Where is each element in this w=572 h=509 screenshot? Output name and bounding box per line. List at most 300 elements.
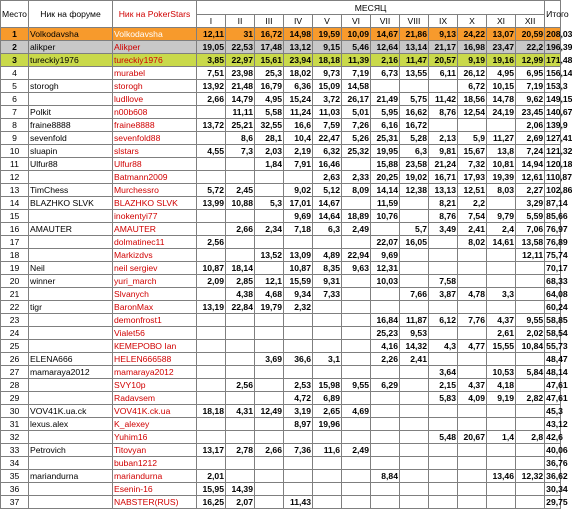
month-value-cell [371,457,400,470]
total-cell: 102,86 [546,185,572,195]
month-value-cell [226,366,255,379]
month-value-cell [429,457,458,470]
table-row [1,28,561,41]
month-value-cell: 4,3 [429,340,458,353]
month-value-cell [487,119,516,132]
month-value-cell: 16,62 [400,106,429,119]
pokerstars-nick-cell: neil sergiev [113,262,197,275]
month-value-cell [226,249,255,262]
month-value-cell: 9,81 [429,145,458,158]
month-value-cell [429,353,458,366]
month-value-cell: 19,16 [487,54,516,67]
forum-nick-cell: alikper [29,41,113,54]
pokerstars-nick-cell: Slvanych [113,288,197,301]
month-value-cell [516,418,545,431]
month-value-cell: 9,31 [313,275,342,288]
forum-nick-cell: Volkodavsha [29,28,113,41]
month-value-cell: 7,3 [226,145,255,158]
month-value-cell: 8,76 [429,210,458,223]
month-value-cell [284,431,313,444]
month-value-cell: 5,7 [400,223,429,236]
total-cell: 196,39 [546,42,572,52]
place-cell: 17 [1,236,29,249]
month-value-cell: 9,19 [458,54,487,67]
month-value-cell: 11,43 [284,496,313,509]
month-value-cell: 12,38 [400,184,429,197]
total-cell: 121,32 [546,146,572,156]
month-value-cell [342,353,371,366]
month-value-cell [342,392,371,405]
month-value-cell: 4,37 [458,379,487,392]
month-value-cell: 2,65 [313,405,342,418]
month-value-cell [429,249,458,262]
table-row [1,236,561,249]
month-value-cell: 7,32 [458,158,487,171]
month-value-cell: 21,49 [371,93,400,106]
month-value-cell: 11,42 [429,93,458,106]
month-value-cell: 10,88 [226,197,255,210]
month-value-cell [313,314,342,327]
month-value-cell [342,470,371,483]
table-row [1,80,561,93]
month-value-cell: 2,66 [197,93,226,106]
month-value-cell [487,405,516,418]
table-row [1,262,561,275]
month-value-cell [400,496,429,509]
month-value-cell: 16,84 [371,314,400,327]
table-row [1,444,561,457]
month-value-cell: 11,6 [313,444,342,457]
forum-nick-cell: Petrovich [29,444,113,457]
forum-nick-cell [29,249,113,262]
place-cell: 32 [1,431,29,444]
place-cell: 37 [1,496,29,509]
table-row [1,54,561,67]
month-value-cell [197,431,226,444]
total-cell: 140,67 [546,107,572,117]
month-value-cell: 2,15 [429,379,458,392]
month-value-cell: 19,05 [197,41,226,54]
month-value-cell: 15,55 [487,340,516,353]
month-value-cell: 10,87 [197,262,226,275]
month-value-cell [371,418,400,431]
month-value-cell [255,496,284,509]
header-month-9: IX [429,15,458,28]
month-value-cell: 8,21 [429,197,458,210]
place-cell: 12 [1,171,29,184]
month-value-cell: 4,89 [313,249,342,262]
pokerstars-nick-cell: Batmann2009 [113,171,197,184]
month-value-cell [226,392,255,405]
month-value-cell: 5,59 [516,210,545,223]
month-value-cell: 4,69 [342,405,371,418]
month-value-cell: 14,94 [516,158,545,171]
month-value-cell: 7,58 [429,275,458,288]
month-value-cell [487,457,516,470]
month-value-cell: 23,47 [487,41,516,54]
forum-nick-cell: tureckiy1976 [29,54,113,67]
place-cell: 25 [1,340,29,353]
month-value-cell: 12,1 [255,275,284,288]
month-value-cell: 15,67 [458,145,487,158]
month-value-cell: 2,53 [284,379,313,392]
total-cell: 60,24 [546,302,568,312]
month-value-cell: 18,18 [313,54,342,67]
month-value-cell [255,457,284,470]
month-value-cell: 14,61 [487,236,516,249]
month-value-cell: 8,35 [313,262,342,275]
month-value-cell: 12,32 [516,470,545,483]
month-value-cell: 16,72 [255,28,284,41]
month-value-cell: 5,12 [313,184,342,197]
month-value-cell [516,288,545,301]
forum-nick-cell [29,288,113,301]
month-value-cell: 11,59 [371,197,400,210]
table-row [1,132,561,145]
month-value-cell [313,457,342,470]
month-value-cell [197,366,226,379]
month-value-cell: 12,11 [516,249,545,262]
month-value-cell: 4,95 [487,67,516,80]
month-value-cell [516,496,545,509]
month-value-cell [255,184,284,197]
month-value-cell: 4,09 [458,392,487,405]
pokerstars-nick-cell: mariandurna [113,470,197,483]
month-value-cell [487,496,516,509]
month-value-cell: 7,19 [516,80,545,93]
place-cell: 33 [1,444,29,457]
month-value-cell: 1,4 [487,431,516,444]
month-value-cell: 13,58 [516,236,545,249]
header-month-8: VIII [400,15,429,28]
month-value-cell [342,314,371,327]
month-value-cell: 28,1 [255,132,284,145]
pokerstars-nick-cell: BaronMax [113,301,197,314]
month-value-cell: 23,98 [226,67,255,80]
month-value-cell [458,327,487,340]
month-value-cell: 15,61 [255,54,284,67]
month-value-cell: 17,48 [255,41,284,54]
month-value-cell [226,171,255,184]
month-value-cell [197,353,226,366]
pokerstars-nick-cell: inokentyi77 [113,210,197,223]
month-value-cell: 4,55 [197,145,226,158]
month-value-cell [284,340,313,353]
month-value-cell [458,301,487,314]
month-value-cell: 4,77 [458,340,487,353]
month-value-cell [516,483,545,496]
month-value-cell: 9,63 [342,262,371,275]
header-month-6: VI [342,15,371,28]
month-value-cell [197,314,226,327]
month-value-cell: 7,06 [516,223,545,236]
month-value-cell: 19,95 [371,145,400,158]
month-value-cell: 2,06 [516,119,545,132]
month-value-cell [197,210,226,223]
month-value-cell [255,483,284,496]
month-value-cell: 10,15 [487,80,516,93]
month-value-cell: 12,99 [516,54,545,67]
month-value-cell [342,483,371,496]
month-value-cell [429,470,458,483]
month-value-cell [400,431,429,444]
month-value-cell: 14,98 [284,28,313,41]
total-cell: 208,03 [546,29,572,39]
month-value-cell: 7,36 [284,444,313,457]
month-value-cell: 6,3 [400,145,429,158]
month-value-cell [197,223,226,236]
month-value-cell: 20,59 [516,28,545,41]
place-cell: 35 [1,470,29,483]
month-value-cell: 19,02 [400,171,429,184]
month-value-cell: 7,26 [342,119,371,132]
table-row [1,197,561,210]
total-cell: 139,9 [546,120,568,130]
header-month-1: I [197,15,226,28]
month-value-cell: 3,64 [429,366,458,379]
month-value-cell [255,236,284,249]
header-nick-pokerstars: Ник на PokerStars [113,1,197,28]
month-value-cell [458,483,487,496]
month-value-cell: 3,1 [313,353,342,366]
month-value-cell: 2,85 [226,275,255,288]
month-value-cell [313,340,342,353]
month-value-cell [400,470,429,483]
month-value-cell: 23,58 [400,158,429,171]
month-value-cell: 9,13 [429,28,458,41]
month-value-cell: 4,16 [371,340,400,353]
month-value-cell: 8,76 [429,106,458,119]
header-month-5: V [313,15,342,28]
table-row [1,431,561,444]
month-value-cell [516,379,545,392]
month-value-cell [400,210,429,223]
total-cell: 75,74 [546,250,568,260]
table-row [1,457,561,470]
month-value-cell [516,444,545,457]
place-cell: 14 [1,197,29,210]
month-value-cell: 8,6 [226,132,255,145]
month-value-cell: 5,95 [371,106,400,119]
month-value-cell [342,496,371,509]
month-value-cell [226,470,255,483]
place-cell: 29 [1,392,29,405]
month-value-cell: 25,21 [226,119,255,132]
total-cell: 68,33 [546,276,568,286]
month-value-cell: 13,07 [487,28,516,41]
header-month-2: II [226,15,255,28]
place-cell: 8 [1,119,29,132]
header-month-3: III [255,15,284,28]
month-value-cell: 2,61 [487,327,516,340]
month-value-cell: 5,83 [429,392,458,405]
total-cell: 120,18 [546,159,572,169]
month-value-cell: 14,67 [371,28,400,41]
month-value-cell: 22,97 [226,54,255,67]
place-cell: 23 [1,314,29,327]
month-value-cell: 5,01 [342,106,371,119]
forum-nick-cell: Polkit [29,106,113,119]
forum-nick-cell: AMAUTER [29,223,113,236]
table-row [1,327,561,340]
month-value-cell: 22,53 [226,41,255,54]
month-value-cell: 26,12 [458,67,487,80]
table-row [1,249,561,262]
month-value-cell [342,457,371,470]
place-cell: 26 [1,353,29,366]
month-value-cell: 4,18 [487,379,516,392]
month-value-cell: 2,27 [516,184,545,197]
month-value-cell: 8,97 [284,418,313,431]
month-value-cell [342,431,371,444]
forum-nick-cell: mariandurna [29,470,113,483]
place-cell: 18 [1,249,29,262]
month-value-cell [371,496,400,509]
total-cell: 47,61 [546,393,568,403]
total-cell: 110,87 [546,172,572,182]
month-value-cell [342,418,371,431]
header-month-7: VII [371,15,400,28]
month-value-cell: 8,02 [458,236,487,249]
month-value-cell: 15,24 [284,93,313,106]
month-value-cell [400,262,429,275]
month-value-cell: 7,19 [342,67,371,80]
month-value-cell: 4,37 [487,314,516,327]
total-cell: 76,89 [546,237,568,247]
month-value-cell: 9,15 [313,41,342,54]
month-value-cell: 14,64 [313,210,342,223]
month-value-cell: 2,8 [516,431,545,444]
forum-nick-cell [29,483,113,496]
month-value-cell: 15,09 [313,80,342,93]
month-value-cell: 2,66 [226,223,255,236]
month-value-cell [313,236,342,249]
month-value-cell: 2,45 [226,184,255,197]
month-value-cell: 3,85 [197,54,226,67]
place-cell: 19 [1,262,29,275]
month-value-cell [458,470,487,483]
pokerstars-nick-cell: Vialet56 [113,327,197,340]
month-value-cell: 1,84 [255,158,284,171]
month-value-cell: 11,47 [400,54,429,67]
month-value-cell [284,327,313,340]
month-value-cell: 16,25 [197,496,226,509]
month-value-cell [458,353,487,366]
month-value-cell: 13,52 [255,249,284,262]
month-value-cell [342,158,371,171]
month-value-cell: 2,32 [284,301,313,314]
month-value-cell: 19,39 [487,171,516,184]
month-value-cell [226,340,255,353]
month-value-cell: 5,9 [458,132,487,145]
total-cell: 45,3 [546,406,563,416]
month-value-cell: 8,84 [371,470,400,483]
month-value-cell: 16,46 [313,158,342,171]
pokerstars-nick-cell: mamaraya2012 [113,366,197,379]
month-value-cell: 13,14 [400,41,429,54]
pokerstars-nick-cell: fraine8888 [113,119,197,132]
month-value-cell [226,210,255,223]
month-value-cell: 4,31 [226,405,255,418]
month-value-cell: 25,32 [342,145,371,158]
table-row [1,41,561,54]
month-value-cell [284,366,313,379]
month-value-cell: 9,34 [284,288,313,301]
place-cell: 21 [1,288,29,301]
month-value-cell [313,327,342,340]
month-value-cell [400,366,429,379]
month-value-cell: 6,3 [313,223,342,236]
month-value-cell: 12,11 [197,28,226,41]
month-value-cell: 2,2 [458,197,487,210]
total-cell: 76,97 [546,224,568,234]
month-value-cell: 14,32 [400,340,429,353]
month-value-cell [371,301,400,314]
month-value-cell: 2,19 [284,145,313,158]
forum-nick-cell: tigr [29,301,113,314]
total-cell: 36,76 [546,458,568,468]
table-row [1,392,561,405]
month-value-cell [255,314,284,327]
month-value-cell: 2,56 [226,379,255,392]
month-value-cell: 12,49 [255,405,284,418]
month-value-cell [197,457,226,470]
month-value-cell: 20,25 [371,171,400,184]
table-row [1,340,561,353]
month-value-cell [429,327,458,340]
month-value-cell: 5,48 [429,431,458,444]
pokerstars-nick-cell: slstars [113,145,197,158]
month-value-cell: 7,33 [313,288,342,301]
header-total: Итого [545,1,561,28]
total-cell: 36,62 [546,471,568,481]
month-value-cell: 6,89 [313,392,342,405]
forum-nick-cell: VOV41K.ua.ck [29,405,113,418]
pokerstars-nick-cell: n00b608 [113,106,197,119]
month-value-cell: 4,68 [255,288,284,301]
month-value-cell [197,249,226,262]
month-value-cell: 16,6 [284,119,313,132]
month-value-cell [255,431,284,444]
place-cell: 6 [1,93,29,106]
total-cell: 153,3 [546,81,568,91]
month-value-cell: 21,17 [429,41,458,54]
month-value-cell [400,379,429,392]
month-value-cell: 24,19 [487,106,516,119]
month-value-cell: 16,79 [255,80,284,93]
table-row [1,418,561,431]
month-value-cell: 9,73 [313,67,342,80]
pokerstars-nick-cell: demonfrost1 [113,314,197,327]
place-cell: 3 [1,54,29,67]
table-row [1,379,561,392]
month-value-cell: 14,79 [226,93,255,106]
month-value-cell: 15,88 [371,158,400,171]
month-value-cell: 13,46 [487,470,516,483]
month-value-cell [487,483,516,496]
month-value-cell [429,405,458,418]
total-cell: 70,17 [546,263,568,273]
month-value-cell [226,158,255,171]
month-value-cell: 6,16 [371,119,400,132]
month-value-cell [429,119,458,132]
month-value-cell [429,483,458,496]
pokerstars-nick-cell: tureckiy1976 [113,54,197,67]
month-value-cell: 31 [226,28,255,41]
month-value-cell [226,457,255,470]
forum-nick-cell: winner [29,275,113,288]
month-value-cell: 2,07 [226,496,255,509]
